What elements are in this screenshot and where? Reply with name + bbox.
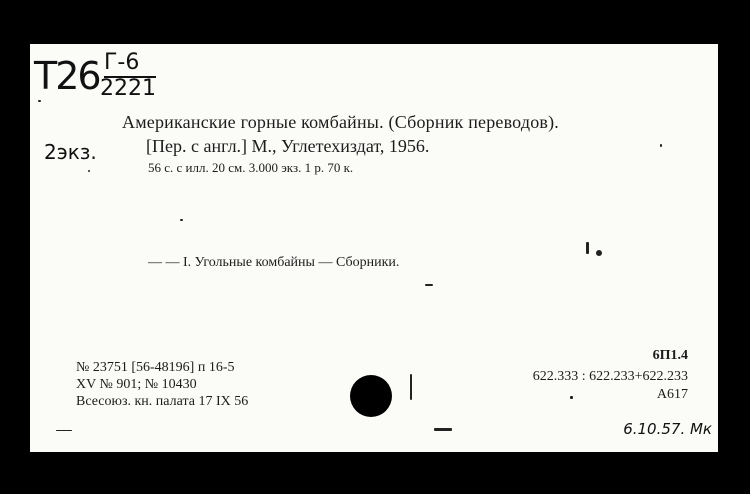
collation-line: 56 с. с илл. 20 см. 3.000 экз. 1 р. 70 к. [148, 160, 354, 175]
title-line: Американские горные комбайны. (Сборник переводов). [122, 112, 560, 132]
registration-series-line: XV № 901; № 10430 [76, 377, 197, 392]
scan-speck [660, 144, 662, 147]
scan-speck [38, 100, 41, 102]
shelf-mark-bottom: 2221 [100, 76, 156, 101]
scan-speck [180, 219, 183, 221]
scan-speck [425, 284, 433, 286]
catalog-card [30, 44, 718, 452]
scan-speck [586, 242, 589, 254]
book-chamber-line: Всесоюз. кн. палата 17 IX 56 [76, 394, 249, 409]
handwritten-signature: 6.10.57. Мк [623, 420, 712, 438]
udc-index: 622.333 : 622.233+622.233 [532, 369, 688, 384]
author-code: A617 [656, 387, 688, 402]
subject-heading-line: — — I. Угольные комбайны — Сборники. [148, 255, 400, 270]
punch-hole [350, 375, 392, 417]
copies-note: 2экз. [44, 140, 97, 164]
scan-speck [56, 430, 72, 431]
imprint-line: [Пер. с англ.] М., Углетехиздат, 1956. [146, 136, 430, 156]
scan-speck [596, 250, 602, 256]
shelf-mark-main: Т26 [34, 54, 100, 98]
scan-speck [434, 428, 452, 431]
scan-speck [88, 170, 90, 172]
shelf-mark-top: Г-6 [104, 50, 140, 75]
classification-index: 6П1.4 [652, 348, 688, 363]
scan-speck [410, 374, 412, 400]
scan-speck [570, 396, 573, 399]
registration-number-line: № 23751 [56-48196] п 16-5 [76, 360, 235, 375]
